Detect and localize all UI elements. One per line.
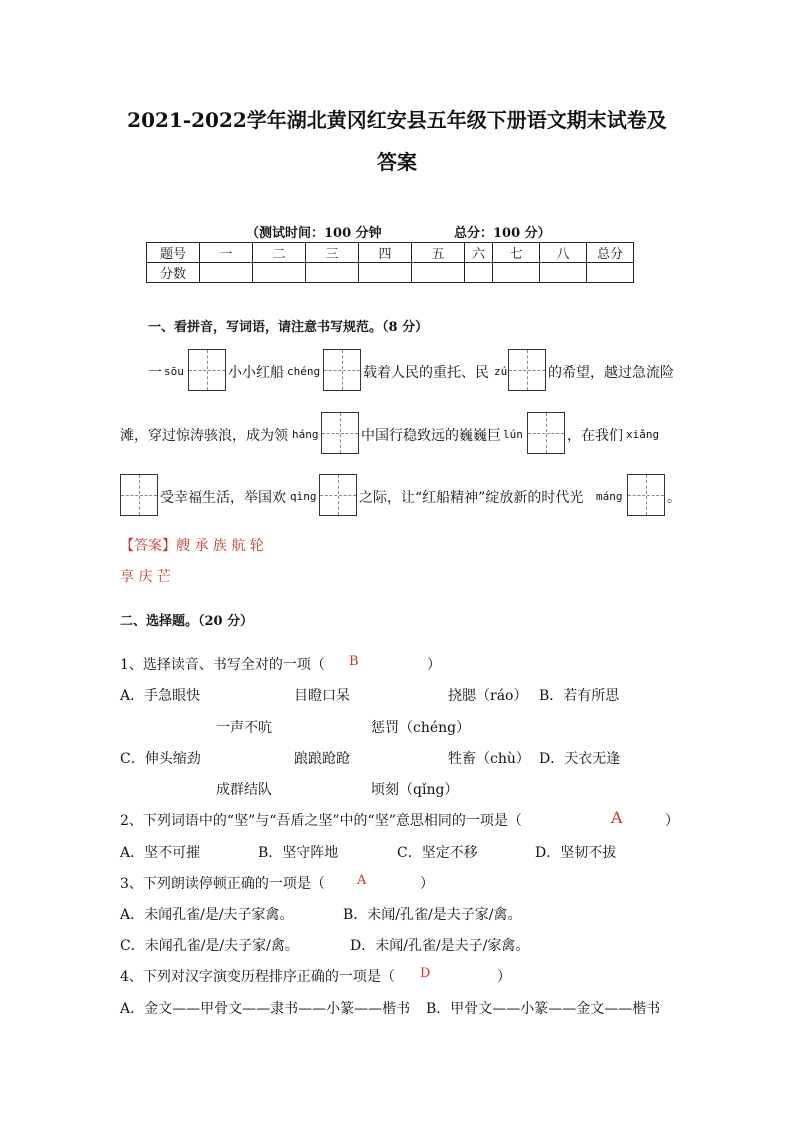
- option-text: A．金文——甲骨文——隶书——小篆——楷书: [120, 1001, 411, 1017]
- pinyin-prompt: chéng: [287, 365, 321, 378]
- option-text: 惩罚（chéng）: [371, 720, 471, 736]
- score-cell[interactable]: [540, 263, 587, 283]
- score-table-header: 八: [540, 243, 587, 263]
- score-cell[interactable]: [253, 263, 306, 283]
- question-answer: A: [611, 808, 623, 827]
- score-table-header: 五: [412, 243, 465, 263]
- option-text: A．手急眼快: [120, 688, 201, 704]
- question-close: ）: [497, 969, 511, 985]
- passage-text: ，在我们: [567, 428, 623, 444]
- writing-grid-box[interactable]: [120, 474, 158, 516]
- score-table-header: 题号: [147, 243, 200, 263]
- writing-grid-box[interactable]: [323, 349, 361, 391]
- passage-text: 之际，让“红船精神”绽放新的时代光: [359, 490, 584, 506]
- pinyin-prompt: háng: [292, 428, 319, 441]
- option-text: 挠腮（ráo）: [448, 688, 528, 704]
- question-close: ）: [420, 876, 434, 892]
- passage-text: 小小红船: [228, 365, 284, 381]
- question-answer: D: [420, 966, 431, 981]
- question-stem: 2、下列词语中的“坚”与“吾盾之坚”中的“坚”意思相同的一项是（: [120, 813, 522, 829]
- score-cell[interactable]: [493, 263, 540, 283]
- score-cell[interactable]: [587, 263, 634, 283]
- passage-text: 的希望，越过急流险: [548, 365, 674, 381]
- question-answer: A: [357, 873, 367, 888]
- option-text: A．坚不可摧: [120, 845, 201, 861]
- option-text: C．坚定不移: [397, 845, 478, 861]
- option-text: 踉踉跄跄: [294, 751, 350, 767]
- answer-text: 享 庆 芒: [120, 569, 171, 585]
- section-heading: 一、看拼音，写词语，请注意书写规范。（8 分）: [148, 320, 429, 335]
- score-cell[interactable]: [412, 263, 465, 283]
- writing-grid-box[interactable]: [527, 412, 565, 454]
- passage-text: 一: [148, 365, 162, 381]
- score-table-header: 六: [465, 243, 493, 263]
- score-table-header: 四: [359, 243, 412, 263]
- score-table-header: 二: [253, 243, 306, 263]
- passage-text: 中国行稳致远的巍巍巨: [361, 428, 501, 444]
- score-table-header: 三: [306, 243, 359, 263]
- question-stem: 3、下列朗读停顿正确的一项是（: [120, 876, 325, 892]
- score-table-header-row: [147, 243, 634, 263]
- question-stem: 1、选择读音、书写全对的一项（: [120, 657, 325, 673]
- passage-text: 滩，穿过惊涛骇浪，成为领: [120, 428, 288, 444]
- option-text: C．未闻孔雀/是/夫子家/禽。: [120, 938, 299, 954]
- writing-grid-box[interactable]: [188, 349, 226, 391]
- answer-label: 【答案】: [120, 538, 176, 554]
- writing-grid-box[interactable]: [508, 349, 546, 391]
- option-text: B．坚守阵地: [258, 845, 339, 861]
- pinyin-prompt: máng: [596, 490, 623, 503]
- option-text: 一声不吭: [216, 720, 272, 736]
- passage-text: 。: [667, 490, 681, 506]
- question-stem: 4、下列对汉字演变历程排序正确的一项是（: [120, 969, 395, 985]
- score-row-label: 分数: [147, 263, 200, 283]
- score-cell[interactable]: [359, 263, 412, 283]
- option-text: B．甲骨文——小篆——金文——楷书: [426, 1001, 661, 1017]
- score-table-header: 一: [200, 243, 253, 263]
- pinyin-prompt: qìng: [290, 490, 317, 503]
- option-text: B．未闻/孔雀/是夫子家/禽。: [343, 907, 522, 923]
- page-title-line2: 答案: [377, 150, 417, 174]
- total-score: 总分：100 分）: [454, 226, 551, 241]
- pinyin-prompt: lún: [503, 428, 523, 441]
- score-cell[interactable]: [465, 263, 493, 283]
- passage-text: 受幸福生活，举国欢: [160, 490, 286, 506]
- pinyin-prompt: xiǎng: [626, 428, 660, 441]
- question-close: ）: [427, 657, 441, 673]
- option-text: B．若有所思: [539, 688, 620, 704]
- score-cell[interactable]: [200, 263, 253, 283]
- option-text: D．天衣无逢: [539, 751, 621, 767]
- writing-grid-box[interactable]: [627, 474, 665, 516]
- answer-text: 艘 承 族 航 轮: [176, 538, 264, 554]
- page-title: 2021-2022学年湖北黄冈红安县五年级下册语文期末试卷及: [127, 108, 667, 132]
- option-text: A．未闻孔雀/是/夫子家禽。: [120, 907, 294, 923]
- option-text: 顷刻（qǐng）: [371, 782, 459, 798]
- writing-grid-box[interactable]: [319, 474, 357, 516]
- question-close: ）: [665, 813, 679, 829]
- pinyin-prompt: sōu: [164, 365, 184, 378]
- passage-text: 载着人民的重托、民: [363, 365, 489, 381]
- option-text: D．坚韧不拔: [535, 845, 617, 861]
- option-text: 成群结队: [216, 782, 272, 798]
- writing-grid-box[interactable]: [321, 412, 359, 454]
- score-cell[interactable]: [306, 263, 359, 283]
- score-table-header: 总分: [587, 243, 634, 263]
- exam-time: （测试时间：100 分钟: [246, 226, 382, 241]
- score-table-row: [147, 263, 634, 283]
- option-text: 牲畜（chù）: [448, 751, 530, 767]
- option-text: C．伸头缩劲: [120, 751, 201, 767]
- section-heading: 二、选择题。（20 分）: [120, 614, 254, 629]
- pinyin-prompt: zú: [494, 365, 508, 378]
- option-text: D．未闻/孔雀/是夫子/家禽。: [350, 938, 530, 954]
- score-table: [146, 242, 634, 283]
- option-text: 目瞪口呆: [294, 688, 350, 704]
- question-answer: B: [349, 654, 359, 669]
- score-table-header: 七: [493, 243, 540, 263]
